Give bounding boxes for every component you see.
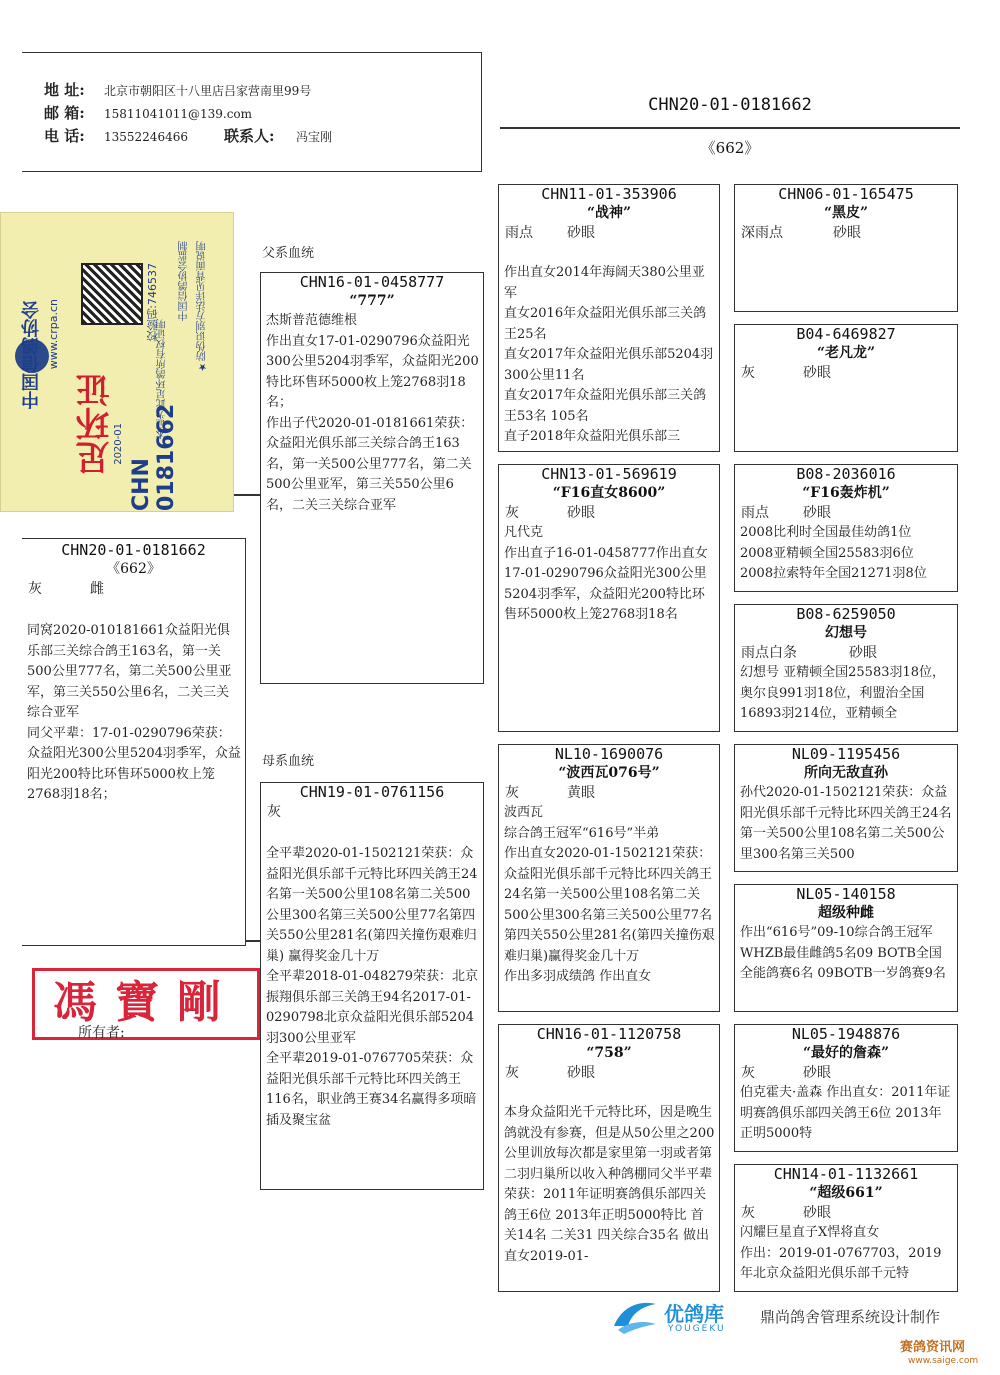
top-ring: CHN20-01-0181662 (648, 95, 812, 115)
card-note2: 中国信鸽协会监制 (179, 241, 190, 321)
ggp-ring: CHN14-01-1132661 (773, 1165, 919, 1183)
ggp-name: 幻想号 (825, 625, 867, 641)
ggp-ring: B08-2036016 (796, 465, 896, 483)
contact-label: 联系人: (224, 127, 275, 145)
yougeku-logo-icon (610, 1296, 660, 1336)
address-label: 地 址: (44, 81, 85, 99)
top-name: 《662》 (700, 138, 760, 157)
subject-notes: 同窝2020-010181661众益阳光俱乐部三关综合鸽王163名，第一关500公里777名，第二关500公里亚军，第三关550公里6名，二关三关综合亚军 同父平辈：17-01-0290796荣获：众益阳光300公里5204羽季军，众益阳光200特比环售环5000枚上笼2768羽18名； (27, 623, 241, 802)
pedigree-top (500, 96, 960, 158)
watermark: 赛鸽资讯网 (900, 1340, 966, 1355)
ggp-eye: 砂眼 (833, 225, 861, 241)
ggp-eye: 砂眼 (803, 365, 831, 381)
gsire-eye: 砂眼 (567, 225, 595, 241)
grandsire-dam-box (498, 744, 720, 1012)
card-note1: 本证为此足环鸽所有权证明 (157, 319, 168, 439)
gdam-d-notes: 本身众益阳光千元特比环，因是晚生鸽就没有参赛，但是从50公里之200公里训放每次都是家里第一羽或者第二羽归巢所以收入种鸽棚同父半平辈荣获：2011年证明赛鸽俱乐部四关鸽王6位 2013年正明5000特比 首关14名 二关31 四关综合35名 做出直女2019-01- (504, 1105, 715, 1264)
ggp-ring: B08-6259050 (796, 605, 896, 623)
ggp-notes: 闪耀巨星直子X悍将直女 作出：2019-01-0767703，2019年北京众益阳光俱乐部千元特 (740, 1225, 942, 1281)
gdam-d-eye: 砂眼 (567, 1065, 595, 1081)
grandsire-sire-box (498, 184, 720, 452)
dam-ring: CHN19-01-0761156 (299, 783, 445, 801)
gsire-d-notes: 波西瓦 综合鸽王冠军“616号”半弟 作出直女2020-01-1502121荣获：众益阳光俱乐部千元特比环四关鸽王24名第一关500公里108名第二关500公里300名第三关500公里77名第四关550公里281名(第四关撞伤艰难归巢)赢得奖金几十万 作出多羽成绩鸽 作出直女 (504, 805, 715, 984)
gdam-s-ring: CHN13-01-569619 (541, 465, 677, 483)
ggp-color: 深雨点 (741, 225, 783, 241)
subject-sex: 雌 (90, 581, 104, 597)
ggp-ring: NL05-1948876 (791, 1025, 901, 1043)
sire-box (260, 272, 484, 684)
ggp-box-7 (734, 1024, 958, 1152)
granddam-dam-box (498, 1024, 720, 1292)
ggp-color: 雨点白条 (741, 645, 797, 661)
ggp-color: 灰 (741, 1065, 755, 1081)
granddam-sire-box (498, 464, 720, 732)
gdam-d-color: 灰 (505, 1065, 519, 1081)
ggp-notes: 作出“616号”09-10综合鸽王冠军 WHZB最佳雌鸽5名09 BOTB全国全能鸽赛6名 09BOTB一岁鸽赛9名 (740, 925, 946, 981)
ggp-eye: 砂眼 (803, 1065, 831, 1081)
card-code: 校验码:746537 (146, 263, 159, 342)
ggp-eye: 砂眼 (803, 1205, 831, 1221)
gsire-d-ring: NL10-1690076 (554, 745, 664, 763)
owner-label: 所有者: (78, 1025, 125, 1041)
gsire-color: 雨点 (505, 225, 533, 241)
email-label: 邮 箱: (44, 104, 85, 122)
gsire-d-eye: 黄眼 (567, 785, 595, 801)
ggp-eye: 砂眼 (849, 645, 877, 661)
sire-ring: CHN16-01-0458777 (299, 273, 445, 291)
qr-code-icon (81, 263, 143, 325)
contact-value: 冯宝刚 (296, 130, 333, 144)
ggp-name: 所向无敌直孙 (804, 765, 888, 781)
footer-credit: 鼎尚鸽舍管理系统设计制作 (760, 1308, 941, 1326)
ggp-name: 超级种雌 (818, 905, 874, 921)
email-value: 15811041011@139.com (104, 107, 253, 121)
subject-color: 灰 (28, 581, 42, 597)
dam-line-label: 母系血统 (262, 754, 315, 769)
phone-label: 电 话: (44, 127, 85, 145)
phone-value: 13552246466 (104, 130, 188, 144)
ggp-name: “超级661” (809, 1185, 883, 1201)
ggp-name: “老凡龙” (816, 345, 876, 361)
ggp-notes: 2008比利时全国最佳幼鸽1位 2008亚精顿全国25583羽6位 2008拉索特年全国21271羽8位 (740, 525, 927, 581)
connector (234, 494, 260, 496)
ggp-eye: 砂眼 (803, 505, 831, 521)
footer-brand: 优鸽库 (664, 1302, 724, 1326)
ggp-box-3 (734, 464, 958, 592)
ggp-name: “最好的詹森” (802, 1045, 890, 1061)
gdam-s-name: “F16直女8600” (552, 485, 666, 501)
ggp-notes: 伯克霍夫·盖森 作出直女：2011年证明赛鸽俱乐部四关鸽王6位 2013年正明5000特 (740, 1085, 951, 1141)
address-value: 北京市朝阳区十八里店吕家营南里99号 (104, 84, 312, 98)
ggp-box-5 (734, 744, 958, 872)
card-ring-sub: 2020-01 (113, 423, 124, 465)
gsire-notes: 作出直女2014年海阔天380公里亚军 直女2016年众益阳光俱乐部三关鸽王25名 直女2017年众益阳光俱乐部5204羽300公里11名 直女2017年众益阳光俱乐部三关鸽王53名 105名 直子2018年众益阳光俱乐部三 (504, 265, 714, 444)
header-box (22, 52, 482, 172)
ggp-box-1 (734, 184, 958, 312)
card-ring: CHN 0181662 (129, 403, 179, 511)
card-org: 中国信鸽协会 (21, 301, 42, 409)
ggp-name: “黑皮” (823, 205, 869, 221)
dam-notes: 全平辈2020-01-1502121荣获：众益阳光俱乐部千元特比环四关鸽王24名第一关500公里108名第二关500公里300名第三关500公里77名第四关550公里281名(第四关撞伤艰难归巢) 赢得奖金几十万 全平辈2018-01-048279荣获：北京振翔俱乐部三关鸽王94名2017-01-0290798北京众益阳光俱乐部5204羽300公里亚军 全平辈2019-01-0767705荣获：众益阳光俱乐部千元特比环四关鸽王116名，职业鸽王赛34名赢得多项暗插及聚宝盆 (266, 846, 479, 1128)
ggp-color: 雨点 (741, 505, 769, 521)
card-title: 足环证 (76, 373, 116, 475)
subject-box (22, 538, 246, 946)
sire-notes: 杰斯普范德维根 作出直女17-01-0290796众益阳光300公里5204羽季军，众益阳光200特比环售环5000枚上笼2768羽18名； 作出子代2020-01-0181661荣获：众益阳光俱乐部三关综合鸽王163名，第一关500公里777名，第二关500公里亚军，第三关550公里6名，二关三关综合亚军 (266, 313, 479, 513)
card-site: www.crpa.cn (47, 299, 60, 370)
ggp-color: 灰 (741, 1205, 755, 1221)
dam-box (260, 782, 484, 1190)
gsire-d-color: 灰 (505, 785, 519, 801)
ggp-ring: NL09-1195456 (791, 745, 901, 763)
gdam-s-eye: 砂眼 (567, 505, 595, 521)
gsire-name: “战神” (586, 205, 632, 221)
ggp-ring: NL05-140158 (796, 885, 896, 903)
ggp-box-6 (734, 884, 958, 1012)
ggp-ring: CHN06-01-165475 (778, 185, 914, 203)
ggp-box-4 (734, 604, 958, 732)
sire-name: “777” (349, 293, 395, 309)
ggp-box-8 (734, 1164, 958, 1292)
ggp-box-2 (734, 324, 958, 452)
ggp-color: 灰 (741, 365, 755, 381)
connector (246, 940, 260, 942)
footer-brand-en: YOUGEKU (668, 1324, 726, 1334)
gdam-d-ring: CHN16-01-1120758 (536, 1025, 682, 1043)
ring-certificate-card (0, 212, 234, 512)
gdam-s-color: 灰 (505, 505, 519, 521)
ggp-notes: 孙代2020-01-1502121荣获：众益阳光俱乐部千元特比环四关鸽王24名第一关500公里108名第二关500公里300名第三关500 (740, 785, 952, 862)
subject-ring: CHN20-01-0181662 (61, 541, 206, 559)
gdam-d-name: “758” (586, 1045, 632, 1061)
ggp-ring: B04-6469827 (796, 325, 896, 343)
dam-color: 灰 (267, 804, 281, 820)
gdam-s-notes: 凡代克 作出直子16-01-0458777作出直女17-01-0290796众益阳光300公里5204羽季军，众益阳光200特比环售环5000枚上笼2768羽18名 (504, 525, 708, 622)
gsire-ring: CHN11-01-353906 (541, 185, 677, 203)
watermark-url: www.saige.com (908, 1356, 979, 1366)
subject-name: 《662》 (106, 561, 161, 577)
owner-seal-stamp: 馮寶剛 (32, 968, 260, 1040)
sire-line-label: 父系血统 (262, 246, 315, 261)
ggp-notes: 幻想号 亚精顿全国25583羽18位，奥尔良991羽18位，利盟治全国16893羽214位，亚精顿全 (740, 665, 946, 721)
ggp-name: “F16轰炸机” (802, 485, 890, 501)
card-note3: ★防伪识别方法详见背面说明 (197, 241, 208, 372)
gsire-d-name: “波西瓦076号” (558, 765, 660, 781)
